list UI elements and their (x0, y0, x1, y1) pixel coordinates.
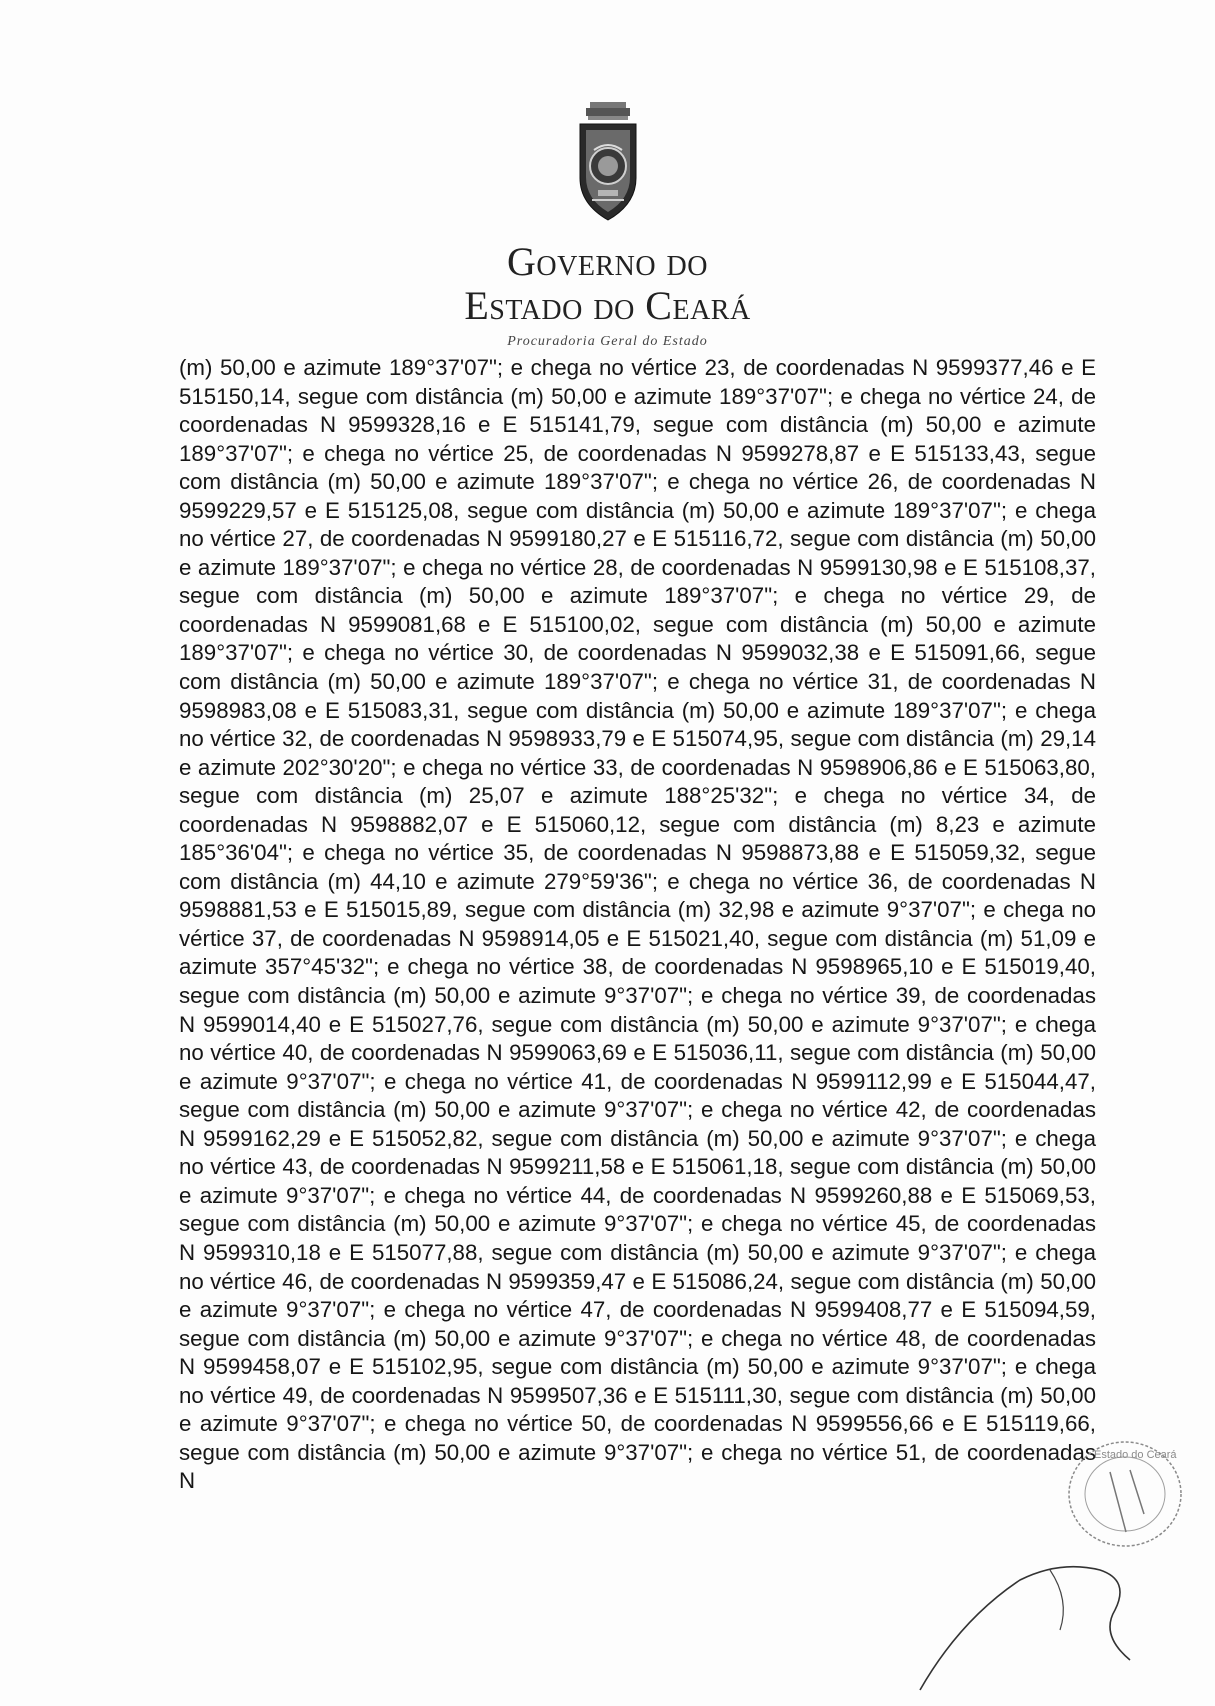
handwritten-signature-icon (900, 1540, 1150, 1700)
ceara-coat-of-arms-icon (568, 100, 648, 226)
letterhead-line2: Estado do Ceará (464, 283, 751, 328)
letterhead (0, 100, 1215, 350)
document-body-text: (m) 50,00 e azimute 189°37'07"; e chega no vértice 23, de coordenadas N 9599377,46 e E 515150,14, segue com distância (m) 50,00 e azimute 189°37'07"; e chega no vértice 24, de coordenadas N 9599328,16 e E 515141,79, segue com distância (m) 50,00 e azimute 189°37'07"; e chega no vértice 25, de coordenadas N 9599278,87 e E 515133,43, segue com distância (m) 50,00 e azimute 189°37'07"; e chega no vértice 26, de coordenadas N 9599229,57 e E 515125,08, segue com distância (m) 50,00 e azimute 189°37'07"; e chega no vértice 27, de coordenadas N 9599180,27 e E 515116,72, segue com distância (m) 50,00 e azimute 189°37'07"; e chega no vértice 28, de coordenadas N 9599130,98 e E 515108,37, segue com distância (m) 50,00 e azimute 189°37'07"; e chega no vértice 29, de coordenadas N 9599081,68 e E 515100,02, segue com distância (m) 50,00 e azimute 189°37'07"; e chega no vértice 30, de coordenadas N 9599032,38 e E 515091,66, segue com distância (m) 50,00 e azimute 189°37'07"; e chega no vértice 31, de coordenadas N 9598983,08 e E 515083,31, segue com distância (m) 50,00 e azimute 189°37'07"; e chega no vértice 32, de coordenadas N 9598933,79 e E 515074,95, segue com distância (m) 29,14 e azimute 202°30'20"; e chega no vértice 33, de coordenadas N 9598906,86 e E 515063,80, segue com distância (m) 25,07 e azimute 188°25'32"; e chega no vértice 34, de coordenadas N 9598882,07 e E 515060,12, segue com distância (m) 8,23 e azimute 185°36'04"; e chega no vértice 35, de coordenadas N 9598873,88 e E 515059,32, segue com distância (m) 44,10 e azimute 279°59'36"; e chega no vértice 36, de coordenadas N 9598881,53 e E 515015,89, segue com distância (m) 32,98 e azimute 9°37'07"; e chega no vértice 37, de coordenadas N 9598914,05 e E 515021,40, segue com distância (m) 51,09 e azimute 357°45'32"; e chega no vértice 38, de coordenadas N 9598965,10 e E 515019,40, segue com distância (m) 50,00 e azimute 9°37'07"; e chega no vértice 39, de coordenadas N 9599014,40 e E 515027,76, segue com distância (m) 50,00 e azimute 9°37'07"; e chega no vértice 40, de coordenadas N 9599063,69 e E 515036,11, segue com distância (m) 50,00 e azimute 9°37'07"; e chega no vértice 41, de coordenadas N 9599112,99 e E 515044,47, segue com distância (m) 50,00 e azimute 9°37'07"; e chega no vértice 42, de coordenadas N 9599162,29 e E 515052,82, segue com distância (m) 50,00 e azimute 9°37'07"; e chega no vértice 43, de coordenadas N 9599211,58 e E 515061,18, segue com distância (m) 50,00 e azimute 9°37'07"; e chega no vértice 44, de coordenadas N 9599260,88 e E 515069,53, segue com distância (m) 50,00 e azimute 9°37'07"; e chega no vértice 45, de coordenadas N 9599310,18 e E 515077,88, segue com distância (m) 50,00 e azimute 9°37'07"; e chega no vértice 46, de coordenadas N 9599359,47 e E 515086,24, segue com distância (m) 50,00 e azimute 9°37'07"; e chega no vértice 47, de coordenadas N 9599408,77 e E 515094,59, segue com distância (m) 50,00 e azimute 9°37'07"; e chega no vértice 48, de coordenadas N 9599458,07 e E 515102,95, segue com distância (m) 50,00 e azimute 9°37'07"; e chega no vértice 49, de coordenadas N 9599507,36 e E 515111,30, segue com distância (m) 50,00 e azimute 9°37'07"; e chega no vértice 50, de coordenadas N 9599556,66 e E 515119,66, segue com distância (m) 50,00 e azimute 9°37'07"; e chega no vértice 51, de coordenadas N (179, 355, 1096, 1494)
stamp-text: Estado do Ceará (1094, 1449, 1177, 1461)
letterhead-line1: Governo do (507, 239, 708, 284)
letterhead-subtitle: Procuradoria Geral do Estado (507, 334, 708, 349)
